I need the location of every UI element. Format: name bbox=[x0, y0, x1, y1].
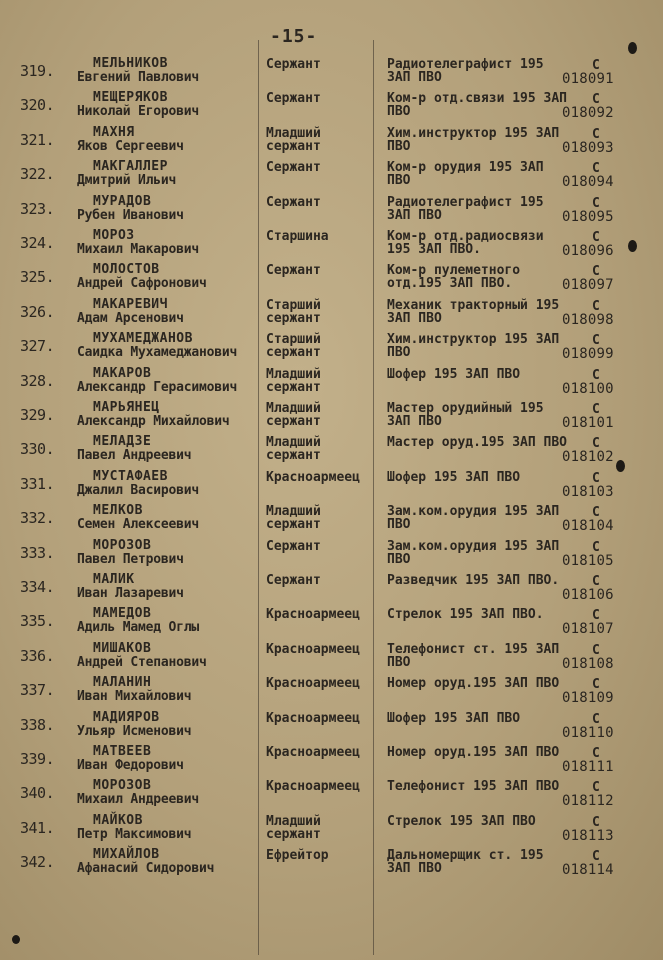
military-rank: Красноармеец bbox=[266, 676, 360, 692]
surname: МАМЕДОВ bbox=[93, 606, 152, 622]
position-unit: Ком-р пулеметного отд.195 ЗАП ПВО. bbox=[387, 263, 521, 292]
military-rank: Сержант bbox=[266, 538, 321, 554]
surname: МАРЬЯНЕЦ bbox=[93, 400, 160, 415]
position-unit: Шофер 195 ЗАП ПВО bbox=[387, 469, 521, 485]
military-rank: Старшина bbox=[266, 229, 329, 244]
entry-number: 340. bbox=[20, 784, 55, 803]
surname: МЕЛАДЗЕ bbox=[93, 434, 152, 450]
entry-number: 325. bbox=[20, 268, 55, 287]
award-number: 018106 bbox=[562, 587, 614, 603]
given-name: Андрей Сафронович bbox=[77, 276, 207, 292]
given-name: Адиль Мамед Оглы bbox=[77, 620, 200, 636]
entry-number: 326. bbox=[20, 302, 55, 321]
position-unit: Хим.инструктор 195 ЗАП ПВО bbox=[387, 332, 560, 361]
military-rank: Красноармеец bbox=[266, 745, 360, 760]
given-name: Александр Михайлович bbox=[77, 414, 230, 429]
position-unit: Номер оруд.195 ЗАП ПВО bbox=[387, 745, 560, 760]
position-unit: Шофер 195 ЗАП ПВО bbox=[387, 366, 521, 382]
entry-number: 321. bbox=[20, 130, 55, 149]
given-name: Яков Сергеевич bbox=[77, 138, 184, 154]
entry-number: 324. bbox=[20, 234, 55, 252]
military-rank: Красноармеец bbox=[266, 607, 360, 623]
award-number: 018112 bbox=[562, 793, 614, 810]
award-series: С bbox=[592, 677, 600, 693]
given-name: Андрей Степанович bbox=[77, 654, 207, 670]
entry-number: 332. bbox=[20, 509, 55, 528]
award-number: 018114 bbox=[562, 862, 614, 879]
award-series: С bbox=[592, 230, 600, 245]
position-unit: Мастер орудийный 195 ЗАП ПВО bbox=[387, 401, 544, 429]
given-name: Павел Петрович bbox=[77, 551, 184, 567]
entry-number: 322. bbox=[20, 165, 55, 184]
military-rank: Сержант bbox=[266, 91, 321, 107]
given-name: Иван Лазаревич bbox=[77, 586, 184, 601]
entry-number: 338. bbox=[20, 715, 55, 734]
surname: МИШАКОВ bbox=[93, 640, 152, 656]
military-rank: Красноармеец bbox=[266, 710, 360, 726]
position-unit: Дальномерщик ст. 195 ЗАП ПВО bbox=[387, 848, 544, 877]
award-number: 018097 bbox=[562, 277, 614, 294]
award-number: 018091 bbox=[562, 71, 614, 87]
award-number: 018107 bbox=[562, 621, 614, 638]
position-unit: Мастер оруд.195 ЗАП ПВО bbox=[387, 435, 568, 451]
award-number: 018103 bbox=[562, 483, 614, 500]
award-series: С bbox=[592, 126, 600, 142]
given-name: Рубен Иванович bbox=[77, 207, 184, 223]
punch-hole bbox=[616, 460, 625, 472]
position-unit: Зам.ком.орудия 195 ЗАП ПВО bbox=[387, 504, 560, 533]
surname: МЕЛЬНИКОВ bbox=[93, 56, 168, 71]
award-series: С bbox=[592, 539, 600, 555]
award-series: С bbox=[592, 711, 600, 727]
surname: МУРАДОВ bbox=[93, 193, 152, 209]
surname: МАЙКОВ bbox=[93, 812, 143, 828]
surname: МАХНЯ bbox=[93, 124, 135, 140]
surname: МЕЛКОВ bbox=[93, 503, 143, 519]
position-unit: Ком-р отд.радиосвязи 195 ЗАП ПВО. bbox=[387, 229, 544, 257]
position-unit: Зам.ком.орудия 195 ЗАП ПВО bbox=[387, 538, 560, 567]
award-series: С bbox=[592, 402, 600, 417]
surname: МОРОЗОВ bbox=[93, 778, 152, 794]
military-rank: Младший сержант bbox=[266, 401, 321, 429]
award-series: С bbox=[592, 470, 600, 486]
military-rank: Сержант bbox=[266, 194, 321, 210]
military-rank: Младший сержант bbox=[266, 366, 321, 395]
entry-number: 341. bbox=[20, 818, 55, 837]
surname: МЕЩЕРЯКОВ bbox=[93, 90, 168, 106]
entry-number: 329. bbox=[20, 406, 55, 424]
award-number: 018096 bbox=[562, 243, 614, 259]
entry-number: 334. bbox=[20, 578, 55, 596]
entry-number: 327. bbox=[20, 337, 55, 356]
surname: МОЛОСТОВ bbox=[93, 262, 160, 278]
position-unit: Ком-р отд.связи 195 ЗАП ПВО bbox=[387, 91, 568, 120]
military-rank: Красноармеец bbox=[266, 779, 360, 795]
award-series: С bbox=[592, 849, 600, 865]
position-unit: Телефонист 195 ЗАП ПВО bbox=[387, 779, 560, 795]
award-number: 018105 bbox=[562, 552, 614, 569]
military-rank: Младший сержант bbox=[266, 125, 321, 154]
award-series: С bbox=[592, 58, 600, 73]
award-series: С bbox=[592, 195, 600, 211]
position-unit: Шофер 195 ЗАП ПВО bbox=[387, 710, 521, 726]
given-name: Николай Егорович bbox=[77, 104, 200, 120]
award-series: С bbox=[592, 367, 600, 383]
award-series: С bbox=[592, 746, 600, 761]
given-name: Ульяр Исменович bbox=[77, 723, 192, 739]
given-name: Михаил Макарович bbox=[77, 242, 200, 257]
entry-number: 330. bbox=[20, 440, 55, 459]
surname: МАКАРЕВИЧ bbox=[93, 296, 168, 312]
entry-number: 328. bbox=[20, 371, 55, 390]
award-number: 018101 bbox=[562, 415, 614, 431]
military-rank: Красноармеец bbox=[266, 469, 360, 485]
given-name: Иван Михайлович bbox=[77, 689, 192, 705]
military-rank: Старший сержант bbox=[266, 332, 321, 361]
award-series: С bbox=[592, 814, 600, 830]
award-series: С bbox=[592, 436, 600, 452]
military-rank: Сержант bbox=[266, 573, 321, 588]
list-item bbox=[0, 849, 663, 889]
position-unit: Радиотелеграфист 195 ЗАП ПВО bbox=[387, 194, 544, 223]
entry-number: 333. bbox=[20, 543, 55, 562]
position-unit: Стрелок 195 ЗАП ПВО bbox=[387, 813, 536, 829]
position-unit: Номер оруд.195 ЗАП ПВО bbox=[387, 676, 560, 692]
military-rank: Красноармеец bbox=[266, 641, 360, 657]
given-name: Джалил Васирович bbox=[77, 482, 200, 498]
surname: МАЛАНИН bbox=[93, 675, 152, 691]
entry-number: 323. bbox=[20, 199, 55, 218]
punch-hole bbox=[628, 240, 637, 252]
award-series: С bbox=[592, 298, 600, 314]
award-series: С bbox=[592, 333, 600, 349]
surname: МАТВЕЕВ bbox=[93, 744, 152, 759]
given-name: Семен Алексеевич bbox=[77, 517, 200, 533]
military-rank: Сержант bbox=[266, 263, 321, 279]
given-name: Дмитрий Ильич bbox=[77, 173, 177, 189]
award-number: 018098 bbox=[562, 311, 614, 328]
given-name: Евгений Павлович bbox=[77, 70, 200, 85]
award-number: 018095 bbox=[562, 208, 614, 225]
award-series: С bbox=[592, 505, 600, 521]
position-unit: Механик тракторный 195 ЗАП ПВО bbox=[387, 297, 560, 326]
award-number: 018102 bbox=[562, 449, 614, 466]
award-series: С bbox=[592, 780, 600, 796]
award-number: 018109 bbox=[562, 690, 614, 707]
award-number: 018099 bbox=[562, 346, 614, 363]
award-number: 018094 bbox=[562, 174, 614, 191]
given-name: Михаил Андреевич bbox=[77, 792, 200, 808]
surname: МАКАРОВ bbox=[93, 365, 152, 381]
surname: МАКГАЛЛЕР bbox=[93, 159, 168, 175]
award-series: С bbox=[592, 642, 600, 658]
award-series: С bbox=[592, 574, 600, 589]
given-name: Адам Арсенович bbox=[77, 310, 184, 326]
entry-number: 342. bbox=[20, 853, 55, 872]
military-rank: Старший сержант bbox=[266, 297, 321, 326]
given-name: Петр Максимович bbox=[77, 826, 192, 842]
position-unit: Радиотелеграфист 195 ЗАП ПВО bbox=[387, 57, 544, 85]
given-name: Александр Герасимович bbox=[77, 379, 238, 395]
punch-hole bbox=[628, 42, 637, 54]
award-number: 018092 bbox=[562, 105, 614, 122]
entry-number: 339. bbox=[20, 750, 55, 768]
award-number: 018110 bbox=[562, 724, 614, 741]
award-series: С bbox=[592, 608, 600, 624]
surname: МОРОЗОВ bbox=[93, 537, 152, 553]
entry-number: 319. bbox=[20, 62, 55, 80]
position-unit: Ком-р орудия 195 ЗАП ПВО bbox=[387, 160, 544, 189]
surname: МАЛИК bbox=[93, 572, 135, 587]
award-number: 018093 bbox=[562, 139, 614, 156]
award-number: 018113 bbox=[562, 827, 614, 844]
entry-number: 335. bbox=[20, 612, 55, 631]
punch-hole bbox=[12, 935, 20, 944]
given-name: Павел Андреевич bbox=[77, 448, 192, 464]
surname: МИХАЙЛОВ bbox=[93, 847, 160, 863]
military-rank: Младший сержант bbox=[266, 504, 321, 533]
given-name: Афанасий Сидорович bbox=[77, 861, 215, 877]
surname: МОРОЗ bbox=[93, 228, 135, 243]
award-number: 018100 bbox=[562, 380, 614, 397]
page-number: -15- bbox=[270, 26, 318, 47]
award-number: 018111 bbox=[562, 759, 614, 775]
award-number: 018108 bbox=[562, 655, 614, 672]
position-unit: Стрелок 195 ЗАП ПВО. bbox=[387, 607, 544, 623]
award-series: С bbox=[592, 264, 600, 280]
given-name: Саидка Мухамеджанович bbox=[77, 345, 238, 361]
entry-number: 331. bbox=[20, 474, 55, 493]
military-rank: Младший сержант bbox=[266, 435, 321, 464]
surname: МУСТАФАЕВ bbox=[93, 468, 168, 484]
position-unit: Хим.инструктор 195 ЗАП ПВО bbox=[387, 125, 560, 154]
military-rank: Ефрейтор bbox=[266, 848, 329, 864]
entry-number: 320. bbox=[20, 96, 55, 115]
award-series: С bbox=[592, 92, 600, 108]
award-number: 018104 bbox=[562, 518, 614, 535]
award-series: С bbox=[592, 161, 600, 177]
surname: МАДИЯРОВ bbox=[93, 709, 160, 725]
given-name: Иван Федорович bbox=[77, 758, 184, 773]
military-rank: Сержант bbox=[266, 57, 321, 72]
military-rank: Сержант bbox=[266, 160, 321, 176]
position-unit: Разведчик 195 ЗАП ПВО. bbox=[387, 573, 560, 588]
position-unit: Телефонист ст. 195 ЗАП ПВО bbox=[387, 641, 560, 670]
surname: МУХАМЕДЖАНОВ bbox=[93, 331, 193, 347]
military-rank: Младший сержант bbox=[266, 813, 321, 842]
entry-number: 337. bbox=[20, 681, 55, 700]
entry-number: 336. bbox=[20, 646, 55, 665]
